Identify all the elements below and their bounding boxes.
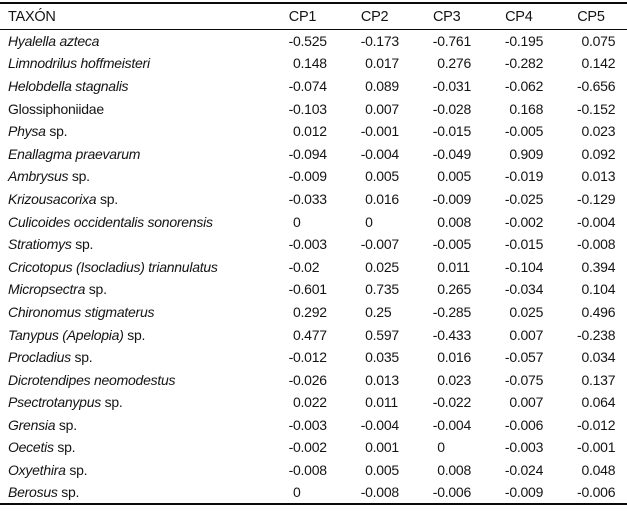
value-cell-cp2: -0 .008 [360, 484, 399, 501]
value-cell-cp1: -0 .002 [288, 439, 327, 456]
value-cell-cp4: -0 .034 [504, 281, 544, 298]
value-cell-cp4: 0 .168 [509, 100, 544, 117]
column-header-cp3: CP3 [411, 3, 483, 30]
value-cell-cp2: 0 .035 [365, 349, 399, 366]
table-row [0, 165, 627, 188]
taxon-suffix: sp. [49, 123, 68, 140]
taxon-cell [0, 233, 266, 256]
value-cell-cp2: 0 .005 [365, 462, 399, 479]
taxon-cell [0, 188, 266, 211]
taxon-cell [0, 142, 266, 165]
column-header-cp1: CP1 [266, 3, 338, 30]
page [0, 2, 627, 516]
value-cell-cp3: -0 .761 [432, 33, 471, 50]
value-cell-cp2: 0 .001 [365, 439, 399, 456]
value-cell-cp5: 0 .034 [581, 349, 616, 366]
taxon-name: Hyalella azteca [8, 33, 100, 50]
taxon-suffix: sp. [58, 416, 77, 433]
value-cell-cp3: -0 .005 [432, 236, 471, 253]
taxon-cell [0, 414, 266, 437]
value-cell-cp3: 0 .276 [437, 55, 471, 72]
taxon-cell [0, 165, 266, 188]
taxon-name: Krizousacorixa [8, 190, 97, 207]
value-cell-cp3: -0 .006 [432, 484, 471, 501]
table-row [0, 391, 627, 414]
value-cell-cp1: -0 .02 [288, 258, 320, 275]
table-row [0, 188, 627, 211]
value-cell-cp1: -0 .009 [288, 168, 327, 185]
table-row [0, 278, 627, 301]
value-cell-cp4: 0 .909 [509, 145, 544, 162]
value-cell-cp1: 0 .022 [292, 394, 327, 411]
table-row [0, 346, 627, 369]
taxon-name: Berosus [8, 484, 58, 501]
value-cell-cp4: -0 .282 [504, 55, 544, 72]
value-cell-cp1: 0 .477 [292, 326, 327, 343]
taxon-name: Oecetis [8, 439, 54, 456]
value-cell-cp5: 0 .137 [581, 371, 616, 388]
value-cell-cp3: -0 .022 [432, 394, 471, 411]
value-cell-cp1: -0 .012 [288, 349, 327, 366]
taxon-suffix: sp. [75, 236, 94, 253]
taxon-name: Stratiomys [8, 236, 72, 253]
taxon-name: Chironomus stigmaterus [8, 303, 155, 320]
table-row [0, 301, 627, 324]
value-cell-cp5: 0 .064 [581, 394, 616, 411]
taxon-cell [0, 30, 266, 53]
value-cell-cp3: 0 .005 [437, 168, 471, 185]
value-cell-cp5: -0 .129 [577, 190, 616, 207]
taxon-name: Limnodrilus hoffmeisteri [8, 55, 150, 72]
taxon-cell [0, 481, 266, 504]
taxon-suffix: sp. [88, 281, 107, 298]
value-cell-cp5: 0 .092 [581, 145, 616, 162]
table-row [0, 120, 627, 143]
table-row [0, 52, 627, 75]
taxon-name: Helobdella stagnalis [8, 77, 129, 94]
taxon-cell [0, 323, 266, 346]
value-cell-cp5: -0 .008 [577, 236, 616, 253]
value-cell-cp2: 0 .597 [365, 326, 399, 343]
value-cell-cp1: 0 .012 [292, 123, 327, 140]
taxon-cell [0, 255, 266, 278]
value-cell-cp2: -0 .001 [360, 123, 399, 140]
taxon-cell [0, 391, 266, 414]
value-cell-cp3: -0 .285 [432, 303, 471, 320]
value-cell-cp4: -0 .019 [504, 168, 544, 185]
value-cell-cp3: 0 .023 [437, 371, 471, 388]
taxon-name: Procladius [8, 349, 71, 366]
value-cell-cp3: 0 .265 [437, 281, 471, 298]
taxon-suffix: sp. [57, 439, 76, 456]
value-cell-cp1: 0 [292, 213, 301, 230]
column-header-cp4: CP4 [483, 3, 555, 30]
value-cell-cp4: -0 .002 [504, 213, 544, 230]
value-cell-cp2: -0 .173 [360, 33, 399, 50]
value-cell-cp3: -0 .031 [432, 77, 471, 94]
table-row [0, 323, 627, 346]
value-cell-cp1: -0 .003 [288, 236, 327, 253]
value-cell-cp1: -0 .094 [288, 145, 327, 162]
value-cell-cp4: 0 .007 [509, 326, 544, 343]
value-cell-cp1: 0 .292 [292, 303, 327, 320]
value-cell-cp2: 0 .025 [365, 258, 399, 275]
value-cell-cp3: -0 .028 [432, 100, 471, 117]
taxon-name: Oxyethira [8, 462, 66, 479]
value-cell-cp4: -0 .006 [504, 416, 544, 433]
value-cell-cp4: -0 .195 [504, 33, 544, 50]
value-cell-cp5: 0 .394 [581, 258, 616, 275]
taxon-cell [0, 97, 266, 120]
value-cell-cp5: 0 .142 [581, 55, 616, 72]
table-row [0, 97, 627, 120]
table-row [0, 142, 627, 165]
taxon-cell [0, 210, 266, 233]
value-cell-cp3: 0 .008 [437, 462, 471, 479]
value-cell-cp3: -0 .049 [432, 145, 471, 162]
value-cell-cp4: -0 .015 [504, 236, 544, 253]
table-row [0, 436, 627, 459]
taxon-cell [0, 278, 266, 301]
table-row [0, 459, 627, 482]
table-row [0, 233, 627, 256]
value-cell-cp4: -0 .062 [504, 77, 544, 94]
value-cell-cp4: 0 .007 [509, 394, 544, 411]
value-cell-cp3: -0 .433 [432, 326, 471, 343]
table-row [0, 210, 627, 233]
value-cell-cp4: -0 .057 [504, 349, 544, 366]
value-cell-cp4: -0 .024 [504, 462, 544, 479]
value-cell-cp5: -0 .006 [577, 484, 616, 501]
value-cell-cp5: -0 .001 [577, 439, 616, 456]
value-cell-cp1: 0 .148 [292, 55, 327, 72]
value-cell-cp3: -0 .009 [432, 190, 471, 207]
value-cell-cp2: 0 .005 [365, 168, 399, 185]
value-cell-cp5: 0 .496 [581, 303, 616, 320]
value-cell-cp3: 0 .011 [437, 258, 470, 275]
taxon-suffix: sp. [69, 462, 88, 479]
taxon-name: Psectrotanypus [8, 394, 101, 411]
taxon-suffix: sp. [71, 168, 90, 185]
value-cell-cp4: -0 .009 [504, 484, 544, 501]
value-cell-cp1: -0 .525 [288, 33, 327, 50]
value-cell-cp3: 0 .016 [437, 349, 471, 366]
value-cell-cp2: -0 .004 [360, 416, 399, 433]
value-cell-cp2: 0 .017 [365, 55, 399, 72]
taxon-name: Grensia [8, 416, 56, 433]
value-cell-cp1: -0 .033 [288, 190, 327, 207]
value-cell-cp5: 0 .023 [581, 123, 616, 140]
value-cell-cp2: -0 .004 [360, 145, 399, 162]
taxon-name: Culicoides occidentalis sonorensis [8, 213, 213, 230]
taxon-name: Dicrotendipes neomodestus [8, 371, 176, 388]
value-cell-cp1: -0 .026 [288, 371, 327, 388]
table-row [0, 255, 627, 278]
value-cell-cp2: 0 .735 [365, 281, 399, 298]
value-cell-cp4: -0 .075 [504, 371, 544, 388]
value-cell-cp1: -0 .601 [288, 281, 327, 298]
value-cell-cp1: -0 .003 [288, 416, 327, 433]
value-cell-cp3: -0 .015 [432, 123, 471, 140]
value-cell-cp5: 0 .048 [581, 462, 616, 479]
taxon-name: Cricotopus (Isocladius) triannulatus [8, 258, 218, 275]
value-cell-cp4: -0 .104 [504, 258, 544, 275]
value-cell-cp1: -0 .074 [288, 77, 327, 94]
value-cell-cp4: 0 .025 [509, 303, 544, 320]
value-cell-cp5: 0 .013 [581, 168, 616, 185]
value-cell-cp2: 0 [365, 213, 373, 230]
header-row [0, 3, 627, 30]
taxon-cell [0, 75, 266, 98]
value-cell-cp1: 0 [292, 484, 301, 501]
taxon-cell [0, 52, 266, 75]
column-header-cp5: CP5 [555, 3, 627, 30]
taxon-name: Glossiphoniidae [8, 100, 104, 117]
taxon-name: Micropsectra [8, 281, 86, 298]
value-cell-cp5: -0 .656 [577, 77, 616, 94]
table-body [0, 30, 627, 504]
value-cell-cp2: 0 .016 [365, 190, 399, 207]
table-row [0, 481, 627, 504]
taxon-suffix: sp. [61, 484, 80, 501]
value-cell-cp4: -0 .005 [504, 123, 544, 140]
value-cell-cp3: 0 [437, 439, 445, 456]
value-cell-cp1: -0 .103 [288, 100, 327, 117]
value-cell-cp2: -0 .007 [360, 236, 399, 253]
table-row [0, 414, 627, 437]
value-cell-cp4: -0 .003 [504, 439, 544, 456]
taxon-cell [0, 346, 266, 369]
value-cell-cp5: 0 .104 [581, 281, 616, 298]
taxon-cell [0, 120, 266, 143]
value-cell-cp5: -0 .004 [577, 213, 616, 230]
value-cell-cp5: -0 .238 [577, 326, 616, 343]
taxon-suffix: sp. [99, 190, 118, 207]
value-cell-cp2: 0 .25 [365, 303, 392, 320]
value-cell-cp5: -0 .152 [577, 100, 616, 117]
taxon-name: Tanypus (Apelopia) [8, 326, 124, 343]
value-cell-cp2: 0 .007 [365, 100, 399, 117]
value-cell-cp2: 0 .089 [365, 77, 399, 94]
value-cell-cp5: 0 .075 [581, 33, 616, 50]
taxon-name: Enallagma praevarum [8, 145, 141, 162]
column-header-cp2: CP2 [339, 3, 411, 30]
value-cell-cp5: -0 .012 [577, 416, 616, 433]
table-row [0, 75, 627, 98]
table-row [0, 368, 627, 391]
value-cell-cp3: 0 .008 [437, 213, 471, 230]
taxon-suffix: sp. [127, 326, 146, 343]
value-cell-cp3: -0 .004 [432, 416, 471, 433]
taxon-suffix: sp. [74, 349, 93, 366]
pca-loadings-table [0, 2, 627, 505]
value-cell-cp2: 0 .013 [365, 371, 399, 388]
taxon-suffix: sp. [104, 394, 123, 411]
value-cell-cp2: 0 .011 [365, 394, 398, 411]
taxon-cell [0, 368, 266, 391]
table-row [0, 30, 627, 53]
taxon-cell [0, 301, 266, 324]
taxon-name: Physa [8, 123, 46, 140]
taxon-cell [0, 459, 266, 482]
taxon-column-header: TAXÓN [0, 3, 266, 30]
taxon-name: Ambrysus [8, 168, 69, 185]
value-cell-cp4: -0 .025 [504, 190, 544, 207]
taxon-cell [0, 436, 266, 459]
value-cell-cp1: -0 .008 [288, 462, 327, 479]
